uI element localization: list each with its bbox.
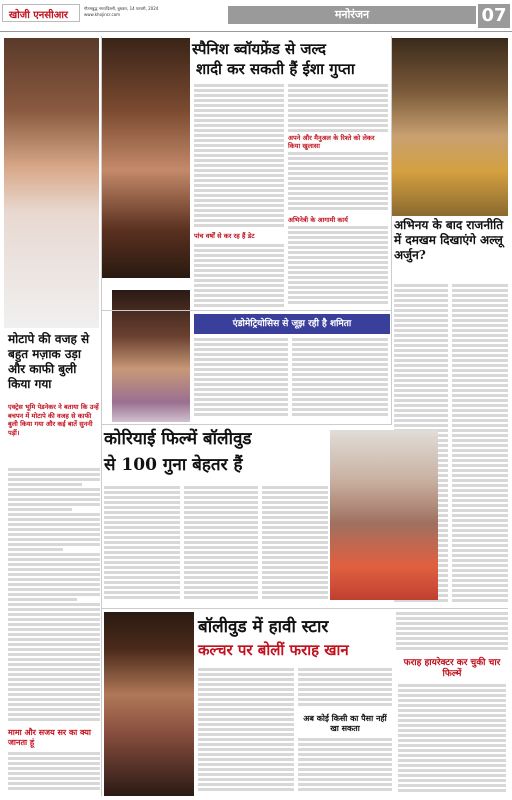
shamita-banner-text: एंडोमेट्रियोसिस से जूझ रही है शमिता <box>232 319 352 329</box>
esha-headline-line1: स्पैनिश ब्वॉयफ्रेंड से जल्द <box>192 40 326 58</box>
farah-headline-line1: बॉलीवुड में हावी स्टार <box>198 617 329 637</box>
mama-subhead: मामा और सजय सर का क्या जानता हूं <box>8 728 91 747</box>
masthead-brand: खोजी एनसीआर <box>9 10 69 21</box>
bhumi-photo <box>4 38 99 328</box>
divider-naseer-bottom <box>102 608 508 609</box>
naseer-body-col3 <box>262 486 328 604</box>
divider-left <box>101 36 102 796</box>
allu-photo <box>392 38 508 216</box>
shamita-banner <box>194 314 390 334</box>
naseer-body-col1 <box>104 486 180 604</box>
esha-body-col1b <box>194 244 284 310</box>
esha-subhead-dating: पांच वर्षों से कर रह हैं डेट <box>194 232 255 240</box>
farah-body-col2a <box>298 668 392 712</box>
farah-box-body <box>398 684 506 796</box>
esha-body-col2c <box>288 226 388 310</box>
allu-body-col2 <box>452 284 508 606</box>
page-number: 07 <box>481 5 507 26</box>
naseer-photo <box>330 430 438 600</box>
esha-body-col1 <box>194 84 284 232</box>
farah-body-col3a <box>396 612 508 654</box>
page-number-box <box>478 4 510 28</box>
divider-esha-bottom <box>102 310 392 311</box>
masthead-left-tab <box>2 4 80 22</box>
divider-shamita-bottom <box>102 424 392 425</box>
esha-subhead-upcoming: अभिनेत्री के आगामी कार्य <box>288 216 348 224</box>
farah-headline-line2: कल्चर पर बोलीं फराह खान <box>198 641 349 659</box>
bhumi-headline: मोटापे की वजह से बहुत मज़ाक उड़ा और काफी बुली किया गया <box>8 332 90 391</box>
masthead <box>0 0 512 33</box>
esha-body-col2b <box>288 152 388 214</box>
naseer-body-col2 <box>184 486 258 604</box>
farah-box-title: फराह हायरेक्टर कर चुकी चार फिल्में <box>403 658 501 679</box>
divider-right <box>391 36 392 424</box>
bhumi-lead: एक्ट्रेस भूमि पेडनेकर ने बताया कि उन्हें बचपन में मोटापे की वजह से काफी बुली किया गया और कई बातें सुननी पड़ीं। <box>8 403 99 437</box>
naseer-headline-line1: कोरियाई फिल्में बॉलीवुड <box>104 429 252 449</box>
shamita-body-col1 <box>194 338 288 420</box>
masthead-website: www.khojincr.com <box>84 12 121 17</box>
esha-body-col2 <box>288 84 388 134</box>
allu-headline: अभिनय के बाद राजनीति में दमखम दिखाएंगे अल्लू अर्जुन? <box>394 218 504 262</box>
farah-body-col2b <box>298 738 392 796</box>
mama-body-text <box>8 752 100 796</box>
farah-photo <box>104 612 194 796</box>
masthead-rule <box>0 31 512 32</box>
esha-headline-line2: शादी कर सकती हैं ईशा गुप्ता <box>196 60 355 78</box>
shamita-body-col2 <box>292 338 388 420</box>
esha-photo <box>102 38 190 278</box>
farah-subhead: अब कोई किसी का पैसा नहीं खा सकता <box>303 714 387 733</box>
masthead-section-bar <box>228 6 476 24</box>
naseer-headline-line2: से 100 गुना बेहतर हैं <box>104 455 243 475</box>
masthead-meta <box>84 6 224 22</box>
bhumi-body-text <box>8 468 100 726</box>
farah-body-col1 <box>198 668 294 796</box>
esha-subhead-relationship: अपने और मैनुअल के रिश्ते को लेकर किया खुलासा <box>288 134 375 150</box>
section-title: मनोरंजन <box>334 8 370 21</box>
masthead-date: गौतमबुद्ध नगर/दिल्ली, बुधवार, 14 फरवरी, 2024 <box>84 6 159 11</box>
